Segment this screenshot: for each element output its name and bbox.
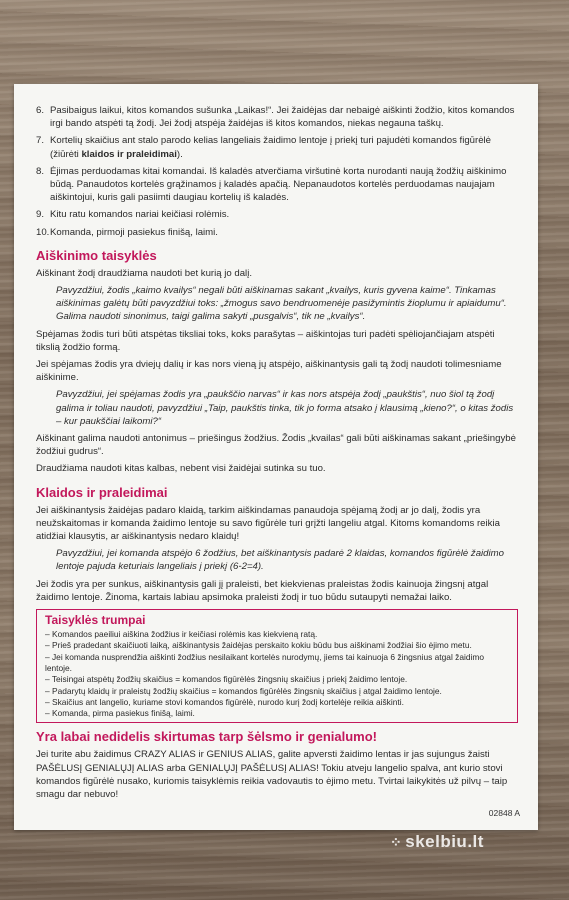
summary-item: – Teisingai atspėtų žodžių skaičius = komandos figūrėlės žingsnių skaičius į priekį žaidimo lentoje.	[45, 674, 408, 685]
mistakes-example: Pavyzdžiui, jei komanda atspėjo 6 žodžius, bet aiškinantysis padarė 2 klaidas, komandos figūrėlė žaidimo lentoje pajuda keturiais langeliais į priekį (6-2=4).	[56, 548, 504, 573]
mistakes-paragraph: Jei aiškinantysis žaidėjas padaro klaidą, tarkim aiškindamas panaudoja spėjamą žodį ar jo dalį, žodis yra neužskaitomas ir komanda žaidimo lentoje su savo figūrėle turi grįžti langeliu atgal. Kitoms komandoms reikia atidžiai klausytis, ar aiškinantysis nedaro klaidų!	[36, 504, 500, 543]
final-paragraph: Jei turite abu žaidimus CRAZY ALIAS ir GENIUS ALIAS, galite apversti žaidimo lentas ir jas sujungus žaisti PAŠĖLUSĮ GENIALŲJĮ ALIAS arba GENIALŲJĮ PAŠĖLUSĮ ALIAS! Tokiu atveju langelio spalva, ant kurio stovi komandos figūrėlė nusako, kuriomis taisyklėmis reikia vadovautis to ėjimo metu. Tvirtai laikykitės už pilvų – taip smagu dar nebuvo!	[36, 749, 508, 801]
rule-item: 8. Ėjimas perduodamas kitai komandai. Iš kaladės atverčiama viršutinė korta nurodanti naują žodžių aiškinimo būdą. Panaudotos kortelės grąžinamos į kaladės apačią. Nepanaudotos kortelės perduodamas naujajam aiškintojui, kuris gali pasiimti daugiau kortelių iš kaladės.	[36, 165, 507, 204]
rule-item: 6. Pasibaigus laikui, kitos komandos sušunka „Laikas!“. Jei žaidėjas dar nebaigė aiškinti žodžio, kitos komandos irgi bando atspėti tą žodį. Jei žodį atspėja žaidėjas iš kitos komandos, niekas negauna taškų.	[36, 105, 515, 130]
rule-item: 9. Kitu ratu komandos nariai keičiasi rolėmis.	[36, 209, 230, 221]
summary-item: – Padarytų klaidų ir praleistų žodžių skaičius = komandos figūrėlės žingsnių skaičius į atgal žaidimo lentoje.	[45, 685, 442, 696]
mistakes-heading: Klaidos ir praleidimai	[36, 484, 168, 500]
summary-item: – Jei komanda nusprendžia aiškinti žodžius nesilaikant kortelės nurodymų, jiems tai kainuoja 6 žingsnius atgal žaidimo lentoje.	[45, 651, 484, 673]
rules-sheet	[14, 84, 538, 830]
explain-example: Pavyzdžiui, jei spėjamas žodis yra „paukščio narvas“ ir kas nors atspėja žodį „paukštis“, nuo šiol tą žodį galima ir toliau naudoti, pavyzdžiui „Taip, paukštis tinka, tik jo forma atsako į klausimą „kieno?“, o kitas žodis – kur paukščiai laikomi?“	[56, 389, 514, 427]
summary-heading: Taisyklės trumpai	[45, 613, 146, 628]
product-code: 02848 A	[488, 807, 520, 818]
watermark-dots-icon: ⁘	[390, 834, 403, 850]
summary-box	[36, 609, 518, 723]
rules-list	[36, 104, 518, 239]
explain-paragraph: Jei spėjamas žodis yra dviejų dalių ir kas nors vieną jų atspėjo, aiškinantysis gali tą žodį naudoti tolimesniame aiškinime.	[36, 359, 502, 384]
explain-paragraph: Spėjamas žodis turi būti atspėtas tiksliai toks, koks parašytas – aiškintojas turi padėti spėliojančiajam atspėti tikslią žodžio formą.	[36, 328, 495, 353]
summary-item: – Komanda, pirma pasiekus finišą, laimi.	[45, 708, 195, 719]
explain-example: Pavyzdžiui, žodis „kaimo kvailys“ negali būti aiškinamas sakant „kvailys, kuris gyvena kaime“. Tinkamas aiškinimas galėtų būti pavyzdžiui toks: „žmogus savo bendruomenėje pasižymintis žioplumu ir apiaidumu“. Galima naudoti sinonimus, taigi galima sakyti „pusgalvis“, tik ne „kvailys“.	[56, 285, 507, 323]
mistakes-paragraph: Jei žodis yra per sunkus, aiškinantysis gali jį praleisti, bet kiekvienas praleistas žodis kainuoja žingsnį atgal žaidimo lentoje. Žinoma, kartais labiau apsimoka praleisti žodį ir tuo būdu sutaupyti nemažai laiko.	[36, 578, 489, 603]
explain-paragraph: Aiškinant galima naudoti antonimus – priešingus žodžius. Žodis „kvailas“ gali būti aiškinamas sakant „priešingybė žodžiui gudrus“.	[36, 433, 516, 458]
rule-item: 10. Komanda, pirmoji pasiekus finišą, laimi.	[36, 226, 218, 238]
summary-item: – Komandos paeiliui aiškina žodžius ir keičiasi rolėmis kas kiekvieną ratą.	[45, 629, 318, 640]
summary-item: – Skaičius ant langelio, kuriame stovi komandos figūrėlė, nurodo kurį žodį kortelėje reikia aiškinti.	[45, 696, 404, 707]
explain-paragraph: Aiškinant žodį draudžiama naudoti bet kurią jo dalį.	[36, 267, 252, 279]
summary-item: – Prieš pradedant skaičiuoti laiką, aiškinantysis žaidėjas perskaito kokiu būdu bus aiškinami žodžiai šio ėjimo metu.	[45, 640, 472, 651]
watermark: ⁘ skelbiu.lt	[390, 832, 484, 851]
rule-item: 7. Kortelių skaičius ant stalo parodo kelias langeliais žaidimo lentoje į priekį turi pajudėti komandos figūrėlė (žiūrėti klaidos ir praleidimai).	[36, 135, 492, 160]
final-heading: Yra labai nedidelis skirtumas tarp šėlsmo ir genialumo!	[36, 729, 378, 745]
explain-paragraph: Draudžiama naudoti kitas kalbas, nebent visi žaidėjai sutinka su tuo.	[36, 463, 326, 475]
explain-heading: Aiškinimo taisyklės	[36, 247, 157, 263]
